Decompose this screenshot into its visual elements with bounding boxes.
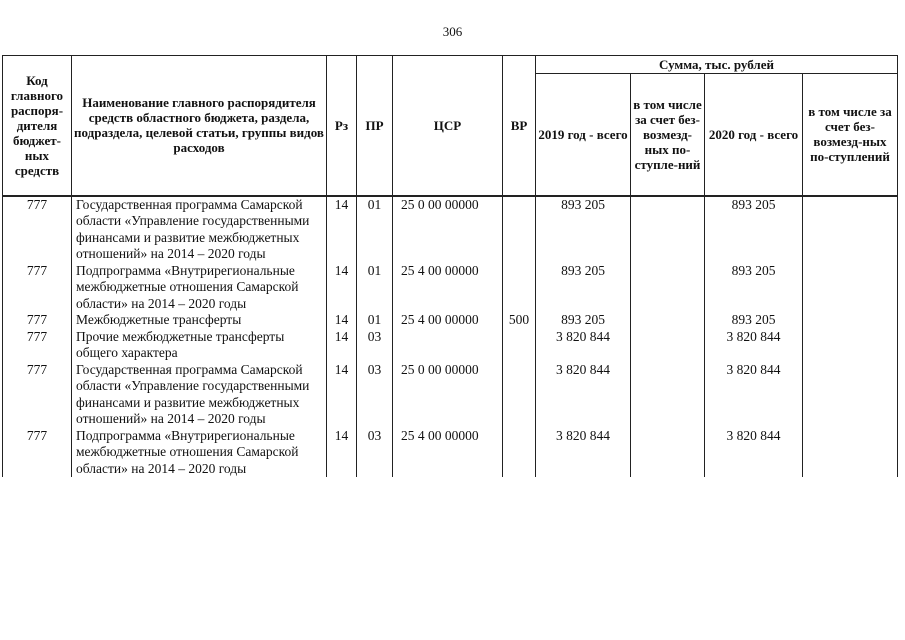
table-row <box>3 263 898 313</box>
cell-vr <box>503 329 536 362</box>
header-2019-total: 2019 год - всего <box>536 74 631 196</box>
cell-pr: 03 <box>357 428 393 478</box>
cell-csr: 25 0 00 00000 <box>393 196 503 263</box>
cell-2019-free <box>631 312 705 329</box>
cell-name: Подпрограмма «Внутрирегиональные межбюджетные отношения Самарской области» на 2014 – 2020 годы <box>72 428 327 478</box>
cell-code: 777 <box>3 362 72 428</box>
cell-2020-total: 893 205 <box>705 312 803 329</box>
header-2020-total: 2020 год - всего <box>705 74 803 196</box>
cell-2019-free <box>631 362 705 428</box>
header-2020-free: в том числе за счет без-возмезд-ных по-ступлений <box>803 74 898 196</box>
cell-rz: 14 <box>327 329 357 362</box>
cell-csr: 25 4 00 00000 <box>393 263 503 313</box>
cell-code: 777 <box>3 312 72 329</box>
header-name: Наименование главного распорядителя средств областного бюджета, раздела, подраздела, целевой статьи, группы видов расходов <box>72 56 327 196</box>
cell-csr: 25 0 00 00000 <box>393 362 503 428</box>
cell-pr: 01 <box>357 196 393 263</box>
cell-2019-free <box>631 329 705 362</box>
cell-2020-total: 3 820 844 <box>705 329 803 362</box>
header-sum-group: Сумма, тыс. рублей <box>536 56 898 74</box>
table-row <box>3 196 898 263</box>
cell-code: 777 <box>3 196 72 263</box>
header-pr: ПР <box>357 56 393 196</box>
cell-2020-free <box>803 329 898 362</box>
cell-name: Прочие межбюджетные трансферты общего характера <box>72 329 327 362</box>
cell-vr <box>503 263 536 313</box>
cell-2020-total: 3 820 844 <box>705 362 803 428</box>
cell-name: Межбюджетные трансферты <box>72 312 327 329</box>
budget-table <box>2 55 898 477</box>
cell-2020-free <box>803 263 898 313</box>
table-header <box>3 56 898 196</box>
table-row <box>3 428 898 478</box>
header-vr: ВР <box>503 56 536 196</box>
cell-2020-free <box>803 196 898 263</box>
cell-csr: 25 4 00 00000 <box>393 428 503 478</box>
cell-name: Государственная программа Самарской области «Управление государственными финансами и развитие межбюджетных отношений» на 2014 – 2020 годы <box>72 362 327 428</box>
cell-rz: 14 <box>327 196 357 263</box>
cell-name: Государственная программа Самарской области «Управление государственными финансами и развитие межбюджетных отношений» на 2014 – 2020 годы <box>72 196 327 263</box>
cell-code: 777 <box>3 263 72 313</box>
cell-name: Подпрограмма «Внутрирегиональные межбюджетные отношения Самарской области» на 2014 – 2020 годы <box>72 263 327 313</box>
page-number: 306 <box>442 24 463 39</box>
cell-csr: 25 4 00 00000 <box>393 312 503 329</box>
header-code: Код главного распоря-дителя бюджет-ных средств <box>3 56 72 196</box>
cell-pr: 01 <box>357 312 393 329</box>
cell-2019-total: 3 820 844 <box>536 428 631 478</box>
table-row <box>3 362 898 428</box>
cell-2020-total: 893 205 <box>705 263 803 313</box>
cell-2019-total: 893 205 <box>536 263 631 313</box>
cell-2019-total: 893 205 <box>536 312 631 329</box>
cell-2019-total: 3 820 844 <box>536 329 631 362</box>
cell-vr <box>503 362 536 428</box>
cell-rz: 14 <box>327 428 357 478</box>
cell-pr: 03 <box>357 329 393 362</box>
cell-csr <box>393 329 503 362</box>
cell-code: 777 <box>3 329 72 362</box>
cell-2020-total: 893 205 <box>705 196 803 263</box>
cell-rz: 14 <box>327 362 357 428</box>
cell-2019-free <box>631 263 705 313</box>
cell-rz: 14 <box>327 263 357 313</box>
cell-rz: 14 <box>327 312 357 329</box>
cell-2020-total: 3 820 844 <box>705 428 803 478</box>
cell-vr <box>503 428 536 478</box>
cell-2019-total: 3 820 844 <box>536 362 631 428</box>
header-rz: Рз <box>327 56 357 196</box>
cell-code: 777 <box>3 428 72 478</box>
table-row <box>3 312 898 329</box>
cell-pr: 01 <box>357 263 393 313</box>
cell-pr: 03 <box>357 362 393 428</box>
cell-2020-free <box>803 312 898 329</box>
cell-2020-free <box>803 428 898 478</box>
cell-vr <box>503 196 536 263</box>
header-csr: ЦСР <box>393 56 503 196</box>
header-2019-free: в том числе за счет без-возмезд-ных по-ступле-ний <box>631 74 705 196</box>
table-row <box>3 329 898 362</box>
cell-2019-free <box>631 428 705 478</box>
table-body <box>3 196 898 478</box>
cell-2019-free <box>631 196 705 263</box>
cell-2020-free <box>803 362 898 428</box>
cell-vr: 500 <box>503 312 536 329</box>
cell-2019-total: 893 205 <box>536 196 631 263</box>
